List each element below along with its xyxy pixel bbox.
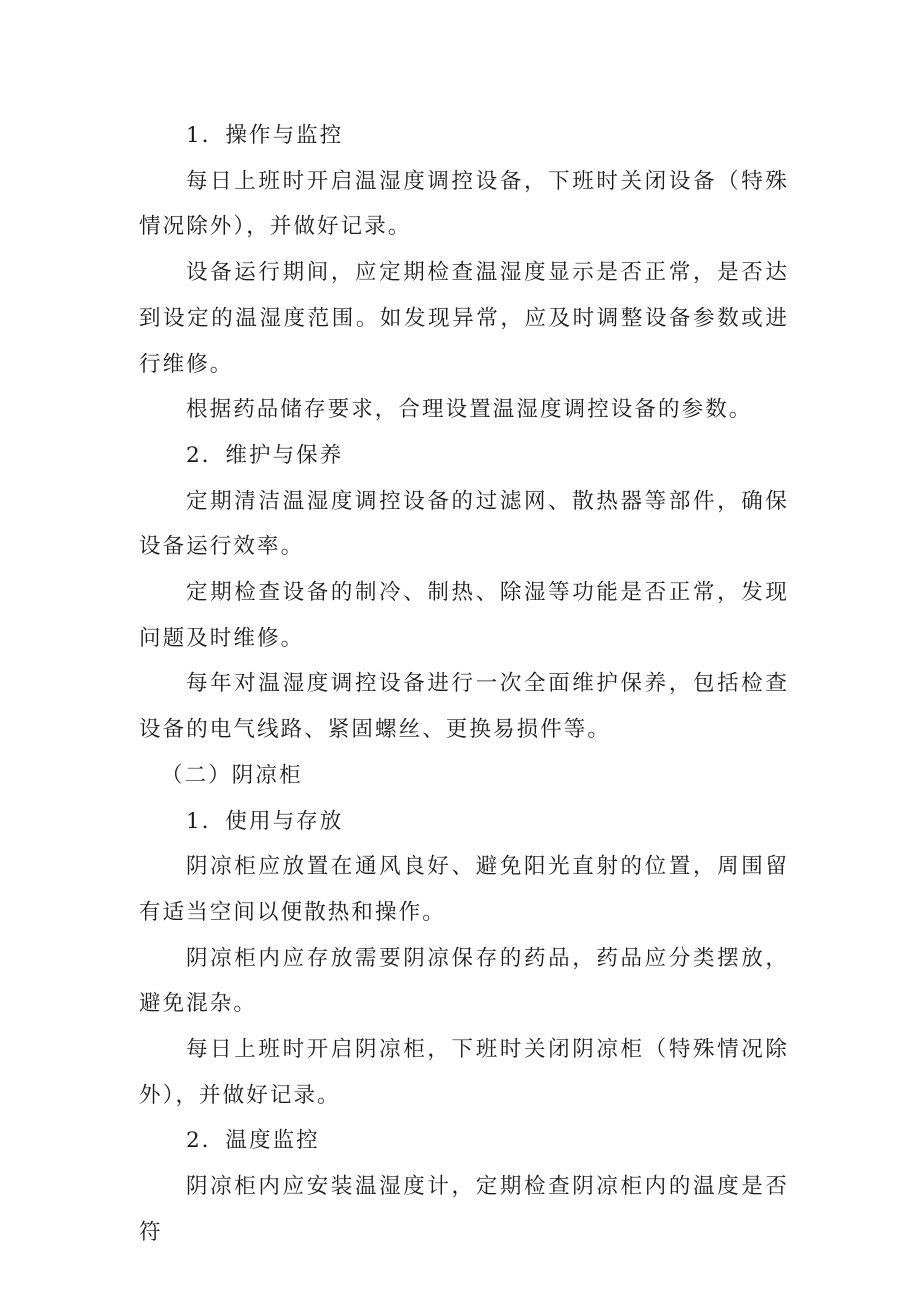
paragraph-function-check: 定期检查设备的制冷、制热、除湿等功能是否正常，发现问题及时维修。 — [139, 580, 789, 651]
paragraph-daily-operation: 每日上班时开启温湿度调控设备，下班时关闭设备（特殊情况除外），并做好记录。 — [139, 168, 789, 240]
paragraph-drug-storage: 阴凉柜内应存放需要阴凉保存的药品，药品应分类摆放，避免混杂。 — [139, 945, 789, 1017]
paragraph-runtime-check: 设备运行期间，应定期检查温湿度显示是否正常，是否达到设定的温湿度范围。如发现异常，应及时调整设备参数或进行维修。 — [139, 260, 789, 377]
paragraph-parameter-setting: 根据药品储存要求，合理设置温湿度调控设备的参数。 — [186, 397, 753, 423]
subheading-operation-monitoring: 1．操作与监控 — [186, 123, 344, 148]
subheading-temperature-monitoring: 2．温度监控 — [186, 1128, 320, 1154]
paragraph-daily-cabinet: 每日上班时开启阴凉柜，下班时关闭阴凉柜（特殊情况除外），并做好记录。 — [139, 1037, 789, 1108]
paragraph-cleaning: 定期清洁温湿度调控设备的过滤网、散热器等部件，确保设备运行效率。 — [139, 488, 789, 560]
subheading-maintenance: 2．维护与保养 — [186, 442, 344, 468]
paragraph-thermometer: 阴凉柜内应安装温湿度计，定期检查阴凉柜内的温度是否符 — [139, 1174, 789, 1245]
subheading-use-storage: 1．使用与存放 — [186, 808, 344, 834]
document-page — [139, 113, 789, 1256]
paragraph-annual-maintenance: 每年对温湿度调控设备进行一次全面维护保养，包括检查设备的电气线路、紧固螺丝、更换易损件等。 — [139, 671, 789, 743]
paragraph-placement: 阴凉柜应放置在通风良好、避免阳光直射的位置，周围留有适当空间以便散热和操作。 — [139, 854, 789, 925]
section-title-cool-cabinet: （二）阴凉柜 — [161, 762, 303, 788]
